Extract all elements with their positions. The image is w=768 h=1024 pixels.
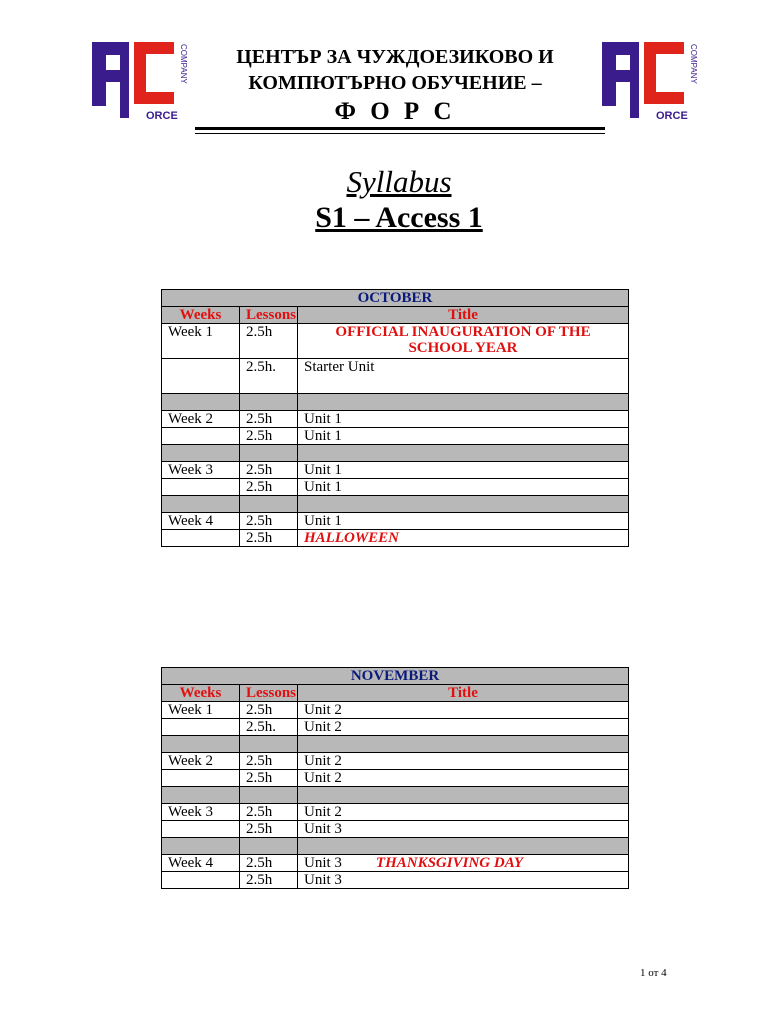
title-cell: Unit 1 <box>298 411 629 428</box>
spacer-row <box>162 445 629 462</box>
spacer-row <box>162 736 629 753</box>
lessons-cell: 2.5h <box>240 821 298 838</box>
lessons-cell: 2.5h <box>240 462 298 479</box>
letterhead-brand: Ф О Р С <box>334 98 456 125</box>
week-cell: Week 4 <box>162 855 240 872</box>
table-row <box>162 359 629 394</box>
title-cell: Unit 2 <box>298 753 629 770</box>
table-row <box>162 821 629 838</box>
table-row <box>162 428 629 445</box>
week-cell <box>162 770 240 787</box>
header-rule-thin <box>195 133 605 134</box>
title-cell: Unit 1 <box>298 428 629 445</box>
week-cell: Week 1 <box>162 702 240 719</box>
document-subtitle: S1 – Access 1 <box>315 201 483 234</box>
unit-label: Unit 3 <box>304 855 342 871</box>
week-cell <box>162 872 240 889</box>
lessons-cell: 2.5h <box>240 324 298 359</box>
document-title: Syllabus <box>346 164 452 199</box>
week-cell: Week 4 <box>162 513 240 530</box>
title-cell: Unit 1 <box>298 513 629 530</box>
lessons-cell: 2.5h <box>240 513 298 530</box>
table-row <box>162 462 629 479</box>
company-logo <box>90 40 190 122</box>
week-cell <box>162 530 240 547</box>
month-label: NOVEMBER <box>162 668 629 685</box>
lessons-cell: 2.5h. <box>240 719 298 736</box>
table-row <box>162 479 629 496</box>
weeks-header: Weeks <box>162 307 240 324</box>
week-cell: Week 1 <box>162 324 240 359</box>
month-label: OCTOBER <box>162 290 629 307</box>
event-label: THANKSGIVING DAY <box>375 855 524 871</box>
table-row <box>162 719 629 736</box>
week-cell: Week 3 <box>162 462 240 479</box>
lessons-cell: 2.5h <box>240 770 298 787</box>
spacer-row <box>162 394 629 411</box>
lessons-cell: 2.5h <box>240 530 298 547</box>
table-row <box>162 872 629 889</box>
october-table <box>161 289 629 547</box>
svg-text:COMPANY: COMPANY <box>689 44 698 84</box>
lessons-cell: 2.5h <box>240 855 298 872</box>
title-cell: Unit 1 <box>298 462 629 479</box>
spacer-row <box>162 496 629 513</box>
table-row <box>162 513 629 530</box>
letterhead-line-1: ЦЕНТЪР ЗА ЧУЖДОЕЗИКОВО И <box>236 46 554 68</box>
week-cell: Week 2 <box>162 411 240 428</box>
week-cell: Week 2 <box>162 753 240 770</box>
lessons-cell: 2.5h <box>240 702 298 719</box>
lessons-cell: 2.5h <box>240 428 298 445</box>
title-cell: Starter Unit <box>298 359 629 394</box>
month-header-row <box>162 290 629 307</box>
lessons-cell: 2.5h <box>240 411 298 428</box>
lessons-cell: 2.5h. <box>240 359 298 394</box>
svg-text:COMPANY: COMPANY <box>179 44 188 84</box>
spacer-row <box>162 787 629 804</box>
svg-text:ORCE: ORCE <box>656 110 688 122</box>
november-table <box>161 667 629 889</box>
lessons-header: Lessons <box>240 307 298 324</box>
title-cell: Unit 3 <box>298 821 629 838</box>
month-header-row <box>162 668 629 685</box>
table-row <box>162 411 629 428</box>
week-cell: Week 3 <box>162 804 240 821</box>
svg-text:ORCE: ORCE <box>146 110 178 122</box>
table-row <box>162 855 629 872</box>
weeks-header: Weeks <box>162 685 240 702</box>
title-cell: Unit 2 <box>298 770 629 787</box>
title-header: Title <box>298 685 629 702</box>
title-cell: Unit 2 <box>298 719 629 736</box>
lessons-cell: 2.5h <box>240 804 298 821</box>
table-row <box>162 804 629 821</box>
title-cell: Unit 3 <box>298 872 629 889</box>
event-title-cell: HALLOWEEN <box>298 530 629 547</box>
title-header: Title <box>298 307 629 324</box>
header-rule <box>195 127 605 130</box>
letterhead-line-2: КОМПЮТЪРНО ОБУЧЕНИЕ – <box>248 72 542 94</box>
week-cell <box>162 821 240 838</box>
title-cell: Unit 1 <box>298 479 629 496</box>
column-header-row <box>162 685 629 702</box>
lessons-cell: 2.5h <box>240 872 298 889</box>
table-row <box>162 702 629 719</box>
week-cell <box>162 479 240 496</box>
week-cell <box>162 428 240 445</box>
week-cell <box>162 719 240 736</box>
table-row <box>162 324 629 359</box>
company-logo-right <box>600 40 700 122</box>
title-cell: Unit 2 <box>298 804 629 821</box>
title-cell <box>298 855 629 872</box>
page-number: 1 от 4 <box>640 967 667 979</box>
title-cell: OFFICIAL INAUGURATION OF THE SCHOOL YEAR <box>298 324 629 359</box>
column-header-row <box>162 307 629 324</box>
table-row <box>162 753 629 770</box>
lessons-cell: 2.5h <box>240 753 298 770</box>
lessons-header: Lessons <box>240 685 298 702</box>
table-row <box>162 770 629 787</box>
week-cell <box>162 359 240 394</box>
title-cell: Unit 2 <box>298 702 629 719</box>
spacer-row <box>162 838 629 855</box>
letterhead <box>195 44 595 128</box>
table-row <box>162 530 629 547</box>
lessons-cell: 2.5h <box>240 479 298 496</box>
